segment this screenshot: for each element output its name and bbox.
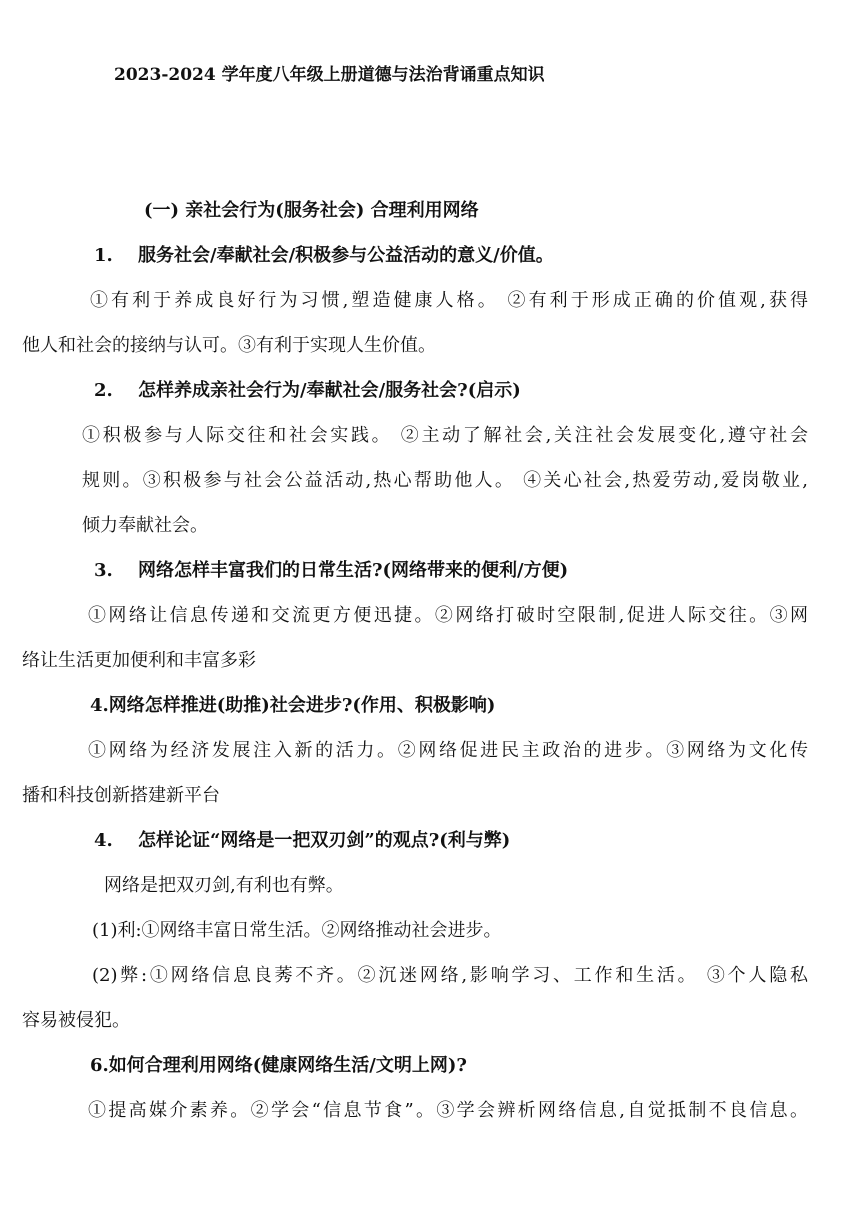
question-3-number: 3.	[94, 560, 113, 581]
question-3-heading	[94, 560, 568, 582]
question-3-title: 网络怎样丰富我们的日常生活?(网络带来的便利/方便)	[138, 560, 569, 581]
question-4b-answer-line-2: (1)利:①网络丰富日常生活。②网络推动社会进步。	[92, 920, 502, 941]
question-4a-answer-line-2: 播和科技创新搭建新平台	[22, 785, 220, 806]
question-1-number: 1.	[94, 245, 113, 266]
question-4a-answer-line-1: ①网络为经济发展注入新的活力。②网络促进民主政治的进步。③网络为文化传	[88, 740, 808, 761]
question-4b-answer-line-3: (2)弊:①网络信息良莠不齐。②沉迷网络,影响学习、工作和生活。 ③个人隐私	[92, 965, 808, 986]
question-4b-answer-line-4: 容易被侵犯。	[22, 1010, 130, 1031]
question-3-answer-line-1: ①网络让信息传递和交流更方便迅捷。②网络打破时空限制,促进人际交往。③网	[88, 605, 808, 626]
question-2-answer-line-1: ①积极参与人际交往和社会实践。 ②主动了解社会,关注社会发展变化,遵守社会	[82, 425, 808, 446]
question-3-answer-line-2: 络让生活更加便利和丰富多彩	[22, 650, 256, 671]
question-4b-answer-line-1: 网络是把双刃剑,有利也有弊。	[104, 875, 344, 896]
question-2-number: 2.	[94, 380, 113, 401]
question-2-heading	[94, 380, 521, 402]
question-2-title: 怎样养成亲社会行为/奉献社会/服务社会?(启示)	[138, 380, 521, 401]
question-6-answer-line-1: ①提高媒介素养。②学会“信息节食”。③学会辨析网络信息,自觉抵制不良信息。	[88, 1100, 808, 1121]
question-2-answer-line-2: 规则。③积极参与社会公益活动,热心帮助他人。 ④关心社会,热爱劳动,爱岗敬业,	[82, 470, 808, 491]
section-heading: (一) 亲社会行为(服务社会) 合理利用网络	[144, 200, 479, 221]
question-2-answer-line-3: 倾力奉献社会。	[82, 515, 208, 536]
question-4b-heading	[94, 830, 510, 852]
question-1-title: 服务社会/奉献社会/积极参与公益活动的意义/价值。	[138, 245, 554, 266]
question-1-heading	[94, 245, 554, 267]
question-4a-heading: 4.网络怎样推进(助推)社会进步?(作用、积极影响)	[90, 695, 496, 716]
question-4b-title: 怎样论证“网络是一把双刃剑”的观点?(利与弊)	[138, 830, 511, 851]
document-title: 2023-2024 学年度八年级上册道德与法治背诵重点知识	[114, 65, 545, 85]
question-1-answer-line-1: ①有利于养成良好行为习惯,塑造健康人格。 ②有利于形成正确的价值观,获得	[90, 290, 808, 311]
question-4b-number: 4.	[94, 830, 113, 851]
question-6-heading: 6.如何合理利用网络(健康网络生活/文明上网)?	[90, 1055, 467, 1076]
question-1-answer-line-2: 他人和社会的接纳与认可。③有利于实现人生价值。	[22, 335, 436, 356]
